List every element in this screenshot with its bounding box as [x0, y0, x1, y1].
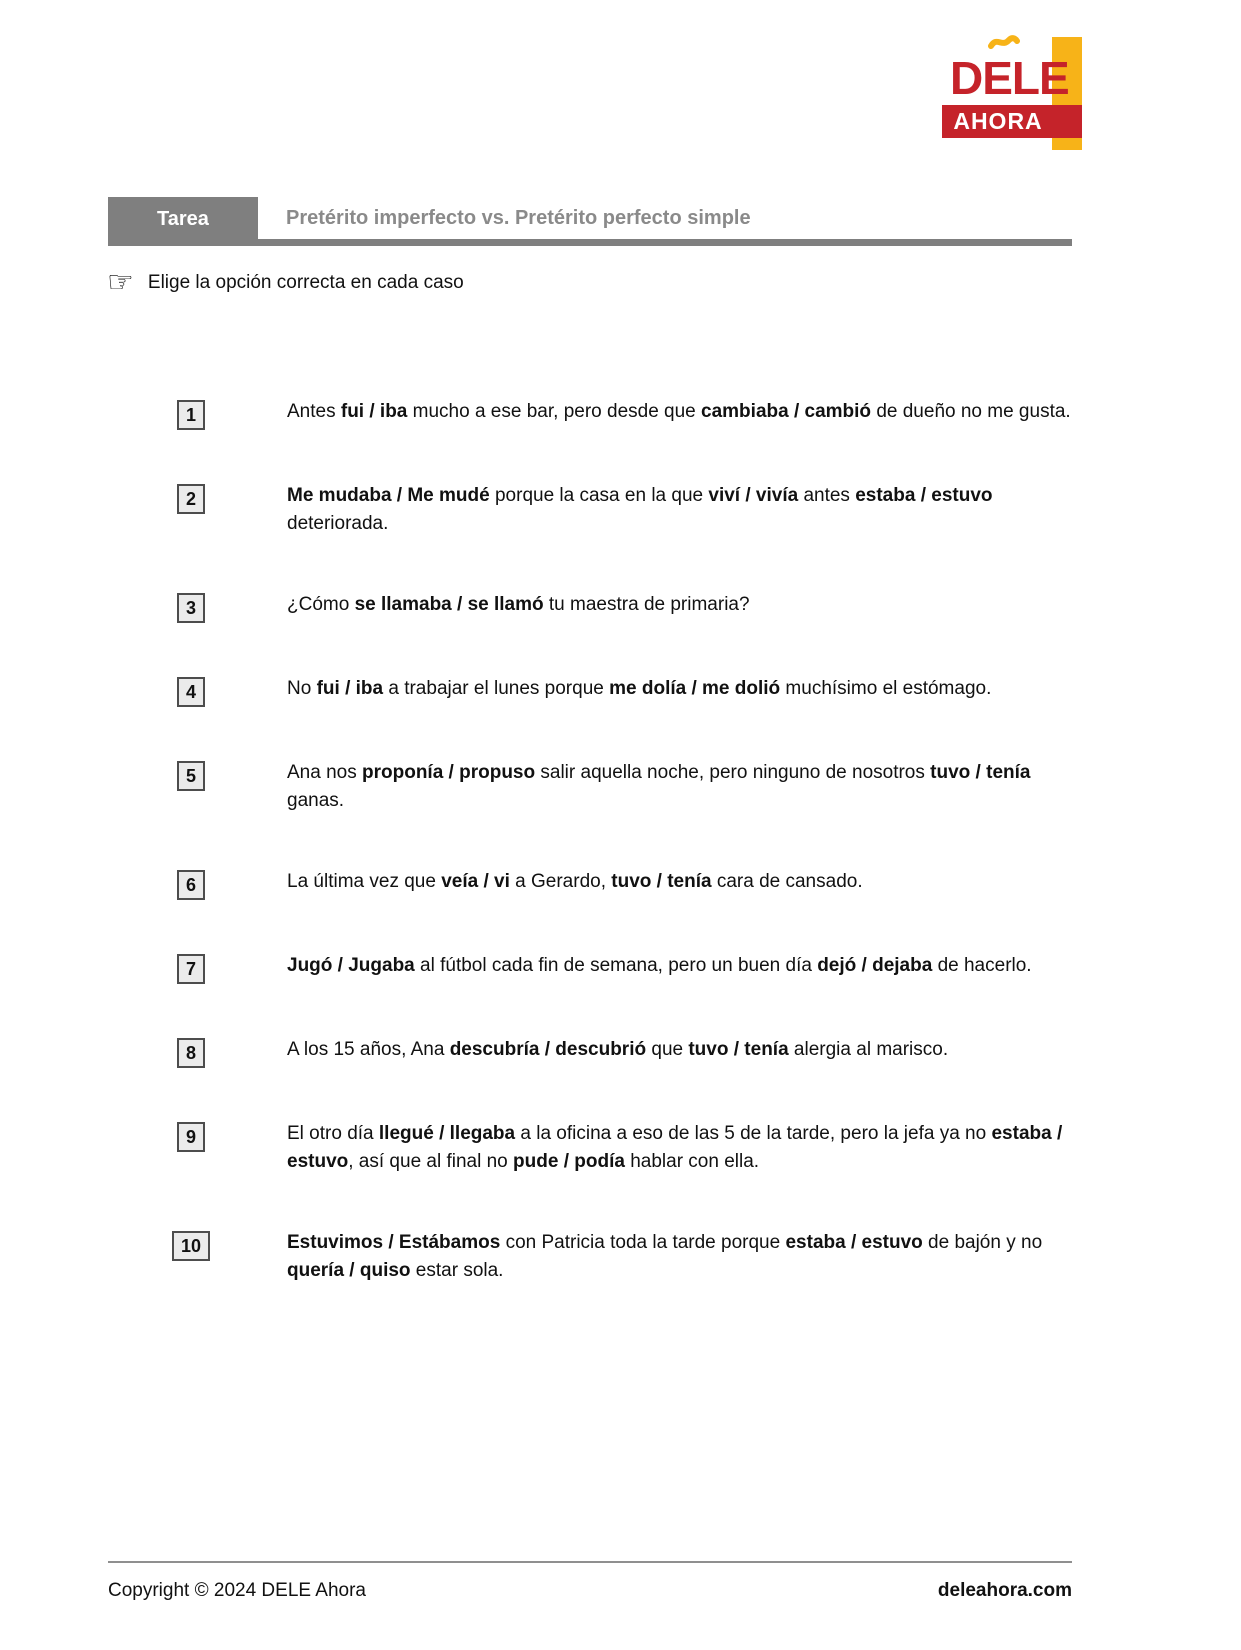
verb-option-pair: Me mudaba / Me mudé: [287, 485, 490, 506]
verb-option-pair: estaba / estuvo: [785, 1232, 923, 1253]
instruction-row: [107, 267, 464, 299]
sentence-text: , así que al final no: [348, 1151, 514, 1172]
verb-option-pair: llegué / llegaba: [378, 1123, 516, 1144]
exercise-item: [108, 591, 1072, 622]
task-title: Pretérito imperfecto vs. Pretérito perfecto simple: [286, 206, 751, 229]
sentence-text: El otro día: [287, 1123, 379, 1144]
item-number-column: [170, 871, 212, 899]
verb-option-pair: tuvo / tenía: [611, 871, 712, 892]
item-sentence: [287, 868, 1072, 896]
verb-option-pair: estaba / estuvo: [287, 1123, 1063, 1172]
item-sentence: [287, 591, 1072, 619]
item-number-box: 4: [177, 677, 205, 707]
sentence-text: La última vez que: [287, 871, 442, 892]
item-number-box: 7: [177, 954, 205, 984]
item-number-column: [170, 955, 212, 983]
item-number-box: 5: [177, 761, 205, 791]
item-number-box: 6: [177, 870, 205, 900]
item-number-box: 8: [177, 1038, 205, 1068]
sentence-text: hablar con ella.: [624, 1151, 760, 1172]
item-number-column: [170, 1232, 212, 1260]
dele-ahora-logo: [942, 35, 1082, 151]
sentence-text: Antes: [287, 401, 341, 422]
item-sentence: [287, 482, 1072, 538]
sentence-text: estar sola.: [410, 1260, 504, 1281]
instruction-text: Elige la opción correcta en cada caso: [147, 272, 464, 293]
sentence-text: deteriorada.: [287, 513, 389, 534]
verb-option-pair: tuvo / tenía: [930, 762, 1031, 783]
exercise-item: [108, 1229, 1072, 1285]
task-tab-label: Tarea: [157, 207, 209, 230]
item-number-box: 2: [177, 484, 205, 514]
exercise-item: [108, 759, 1072, 815]
sentence-text: salir aquella noche, pero ninguno de nosotros: [535, 762, 931, 783]
exercise-list: [108, 398, 1072, 1338]
sentence-text: alergia al marisco.: [788, 1039, 949, 1060]
exercise-item: [108, 868, 1072, 899]
item-number-column: [170, 485, 212, 513]
verb-option-pair: estaba / estuvo: [855, 485, 993, 506]
sentence-text: a Gerardo,: [509, 871, 612, 892]
verb-option-pair: veía / vi: [441, 871, 510, 892]
verb-option-pair: Estuvimos / Estábamos: [287, 1232, 501, 1253]
logo-tilde-icon: [988, 35, 1020, 51]
sentence-text: que: [646, 1039, 689, 1060]
item-sentence: [287, 1036, 1072, 1064]
sentence-text: mucho a ese bar, pero desde que: [407, 401, 702, 422]
item-number-column: [170, 1039, 212, 1067]
item-sentence: [287, 1229, 1072, 1285]
exercise-item: [108, 675, 1072, 706]
sentence-text: a trabajar el lunes porque: [383, 678, 610, 699]
item-number-column: [170, 401, 212, 429]
verb-option-pair: fui / iba: [340, 401, 408, 422]
copyright-text: Copyright © 2024 DELE Ahora: [108, 1580, 366, 1601]
item-sentence: [287, 1120, 1072, 1176]
exercise-item: [108, 482, 1072, 538]
verb-option-pair: Jugó / Jugaba: [287, 955, 415, 976]
item-sentence: [287, 675, 1072, 703]
item-number-column: [170, 762, 212, 790]
verb-option-pair: viví / vivía: [708, 485, 799, 506]
logo-banner-text: AHORA: [953, 108, 1043, 134]
sentence-text: de hacerlo.: [932, 955, 1032, 976]
item-number-box: 3: [177, 593, 205, 623]
verb-option-pair: descubría / descubrió: [449, 1039, 647, 1060]
sentence-text: antes: [798, 485, 856, 506]
sentence-text: No: [287, 678, 317, 699]
sentence-text: de bajón y no: [922, 1232, 1043, 1253]
item-number-box: 10: [172, 1231, 210, 1261]
verb-option-pair: me dolía / me dolió: [609, 678, 781, 699]
item-sentence: [287, 759, 1072, 815]
footer-row: [108, 1580, 1072, 1602]
sentence-text: cara de cansado.: [711, 871, 863, 892]
task-tab: [108, 197, 258, 246]
item-number-column: [170, 1123, 212, 1151]
item-sentence: [287, 952, 1072, 980]
sentence-text: tu maestra de primaria?: [543, 594, 750, 615]
exercise-item: [108, 952, 1072, 983]
sentence-text: de dueño no me gusta.: [871, 401, 1071, 422]
site-link: deleahora.com: [937, 1580, 1072, 1601]
verb-option-pair: tuvo / tenía: [688, 1039, 789, 1060]
exercise-item: [108, 1120, 1072, 1176]
exercise-item: [108, 398, 1072, 429]
sentence-text: a la oficina a eso de las 5 de la tarde, pero la jefa ya no: [515, 1123, 992, 1144]
sentence-text: ganas.: [287, 790, 345, 811]
verb-option-pair: proponía / propuso: [362, 762, 536, 783]
sentence-text: ¿Cómo: [287, 594, 355, 615]
item-number-box: 1: [177, 400, 205, 430]
verb-option-pair: dejó / dejaba: [817, 955, 933, 976]
item-number-column: [170, 594, 212, 622]
item-number-column: [170, 678, 212, 706]
pointing-hand-icon: ☞: [107, 266, 134, 299]
verb-option-pair: cambiaba / cambió: [701, 401, 872, 422]
sentence-text: al fútbol cada fin de semana, pero un buen día: [414, 955, 818, 976]
sentence-text: muchísimo el estómago.: [780, 678, 992, 699]
item-sentence: [287, 398, 1072, 426]
task-header: [108, 197, 1072, 246]
sentence-text: A los 15 años, Ana: [287, 1039, 450, 1060]
sentence-text: con Patricia toda la tarde porque: [500, 1232, 786, 1253]
sentence-text: porque la casa en la que: [489, 485, 709, 506]
logo-wordmark: DELE: [950, 52, 1069, 104]
sentence-text: Ana nos: [287, 762, 362, 783]
verb-option-pair: se llamaba / se llamó: [354, 594, 544, 615]
verb-option-pair: quería / quiso: [287, 1260, 411, 1281]
footer-rule: [108, 1561, 1072, 1563]
verb-option-pair: pude / podía: [513, 1151, 625, 1172]
item-number-box: 9: [177, 1122, 205, 1152]
verb-option-pair: fui / iba: [316, 678, 384, 699]
page-footer: [108, 1561, 1072, 1602]
logo-banner: [942, 105, 1082, 138]
exercise-item: [108, 1036, 1072, 1067]
